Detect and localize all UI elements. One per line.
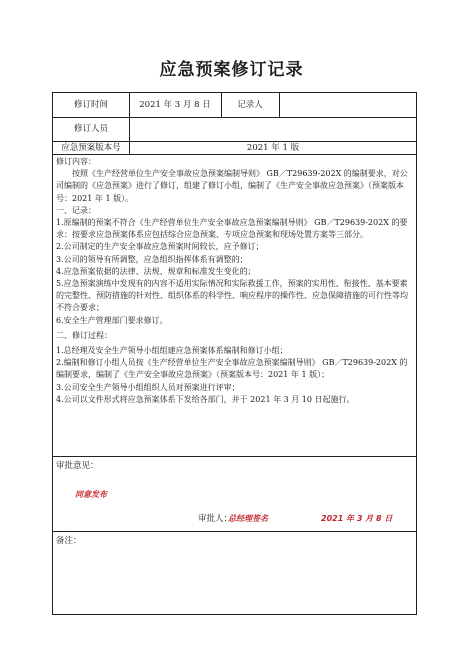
- record-item: 4.应急预案依据的法律、法规、规章和标准发生变化的；: [56, 266, 256, 276]
- section-title: 一、记录：: [56, 205, 96, 215]
- record-item: 6.安全生产管理部门要求修订。: [56, 315, 168, 325]
- process-item: 2.编制和修订小组人员按《生产经营单位生产安全事故应急预案编制导则》 GB／T29639-202X 的编制要求，编制了《生产安全事故应急预案》（预案版本号：2021 年 1 版）；: [56, 358, 408, 380]
- revision-record-table: [52, 92, 417, 615]
- row-divider: [53, 531, 416, 532]
- revision-date-label: 修订时间: [73, 100, 108, 110]
- content-heading: 修订内容：: [56, 157, 96, 166]
- content-intro: 按照《生产经营单位生产安全事故应急预案编制导则》 GB／T29639-202X 的编制要求，对公司编制的《应急预案》进行了修订，组建了修订小组，编制了《生产安全事故应急预案》（预案版本号：2021 年 1 版）。: [56, 169, 408, 203]
- version-value: 2021 年 1 版: [246, 143, 300, 153]
- row-divider: [53, 456, 416, 457]
- record-item: 5.应急预案演练中发现有的内容不适用实际情况和实际救援工作，预案的实用性、衔接性、基本要素的完整性、预防措施的针对性、组织体系的科学性、响应程序的操作性、应急保障措施的可行性等均不符合要求；: [56, 279, 408, 313]
- version-label: 应急预案版本号: [61, 143, 121, 153]
- page-title: 应急预案修订记录: [159, 60, 304, 80]
- revision-date-value: 2021 年 3 月 8 日: [139, 100, 211, 110]
- section-title: 二、修订过程：: [56, 330, 112, 340]
- record-item: 3.公司的领导有所调整，应急组织指挥体系有调整的；: [56, 254, 248, 264]
- revision-content: [56, 156, 413, 406]
- process-item: 1.总经理及安全生产领导小组组建应急预案体系编制和修订小组；: [56, 346, 288, 356]
- review-label: 审批意见：: [56, 461, 99, 471]
- recorder-label: 记录人: [237, 100, 263, 110]
- record-item: 2.公司制定的生产安全事故应急预案时间较长，应予修订；: [56, 242, 264, 252]
- handwritten-opinion: 同意发布: [75, 490, 107, 499]
- column-divider: [279, 93, 280, 117]
- process-item: 3.公司安全生产领导小组组织人员对预案进行评审；: [56, 382, 240, 392]
- remarks-label: 备注：: [56, 536, 82, 546]
- approval-date: 2021 年 3 月 8 日: [321, 514, 393, 523]
- revisers-label: 修订人员: [73, 124, 108, 134]
- row-divider: [53, 117, 416, 118]
- process-item: 4.公司以文件形式将应急预案体系下发给各部门，并于 2021 年 3 月 10 日起施行。: [56, 394, 355, 404]
- approver-label: 审批人：: [198, 514, 233, 524]
- row-divider: [53, 154, 416, 155]
- record-item: 1.原编制的预案不符合《生产经营单位生产安全事故应急预案编制导则》 GB／T29639-202X 的要求：按要求应急预案体系应包括综合应急预案、专项应急预案和现场处置方案等三部分。: [56, 218, 408, 240]
- approver-signature: 总经理签名: [228, 514, 268, 523]
